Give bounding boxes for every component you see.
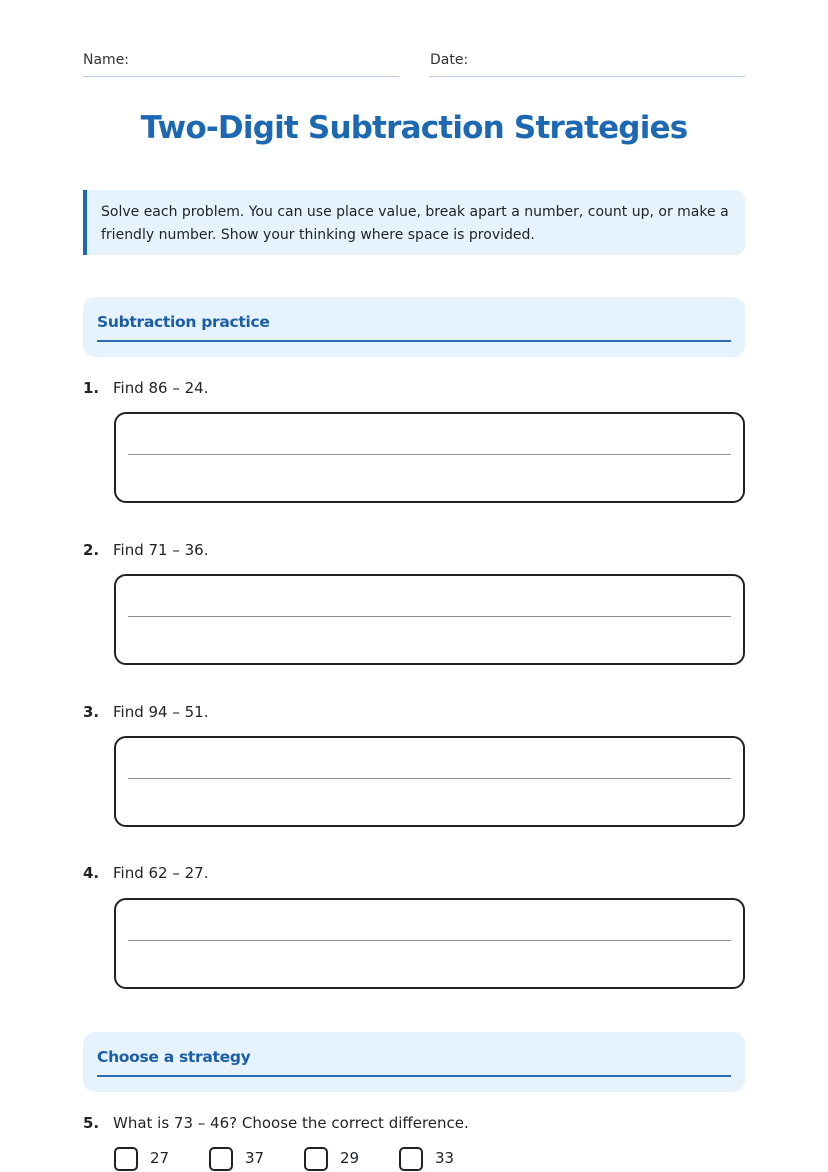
- checkbox[interactable]: [304, 1147, 328, 1171]
- question-3: [83, 703, 208, 721]
- question-number: 5.: [83, 1114, 100, 1132]
- choice-label: 29: [340, 1149, 360, 1167]
- answer-box-1[interactable]: [114, 412, 745, 503]
- section-rule: [97, 1075, 731, 1077]
- section-label: Choose a strategy: [97, 1048, 251, 1066]
- answer-box-3[interactable]: [114, 736, 745, 827]
- checkbox[interactable]: [399, 1147, 423, 1171]
- question-text: What is 73 – 46? Choose the correct difference.: [113, 1114, 469, 1132]
- section-header-strategy: [83, 1032, 745, 1092]
- instructions-text: Solve each problem. You can use place value, break apart a number, count up, or make a friendly number. Show your thinking where space is provided.: [101, 204, 729, 243]
- question-number: 3.: [83, 703, 100, 721]
- answer-box-4[interactable]: [114, 898, 745, 989]
- instructions-box: [83, 190, 745, 255]
- answer-line: [128, 778, 731, 779]
- section-header-practice: [83, 297, 745, 357]
- section-label: Subtraction practice: [97, 313, 270, 331]
- question-5: [83, 1114, 469, 1132]
- question-number: 4.: [83, 864, 100, 882]
- choice-label: 33: [435, 1149, 455, 1167]
- answer-line: [128, 940, 731, 941]
- answer-line: [128, 454, 731, 455]
- choice-label: 27: [150, 1149, 170, 1167]
- checkbox[interactable]: [114, 1147, 138, 1171]
- question-4: [83, 864, 208, 882]
- question-number: 1.: [83, 379, 100, 397]
- section-rule: [97, 340, 731, 342]
- question-text: Find 71 – 36.: [113, 541, 209, 559]
- question-text: Find 86 – 24.: [113, 379, 209, 397]
- question-1: [83, 379, 208, 397]
- question-2: [83, 541, 208, 559]
- choice-label: 37: [245, 1149, 265, 1167]
- date-label: Date:: [430, 52, 469, 68]
- question-text: Find 94 – 51.: [113, 703, 209, 721]
- checkbox[interactable]: [209, 1147, 233, 1171]
- question-text: Find 62 – 27.: [113, 864, 209, 882]
- answer-box-2[interactable]: [114, 574, 745, 665]
- page-title: Two-Digit Subtraction Strategies: [140, 110, 688, 146]
- name-label: Name:: [83, 52, 130, 68]
- question-number: 2.: [83, 541, 100, 559]
- name-field[interactable]: [83, 52, 399, 77]
- answer-line: [128, 616, 731, 617]
- date-field[interactable]: [430, 52, 745, 77]
